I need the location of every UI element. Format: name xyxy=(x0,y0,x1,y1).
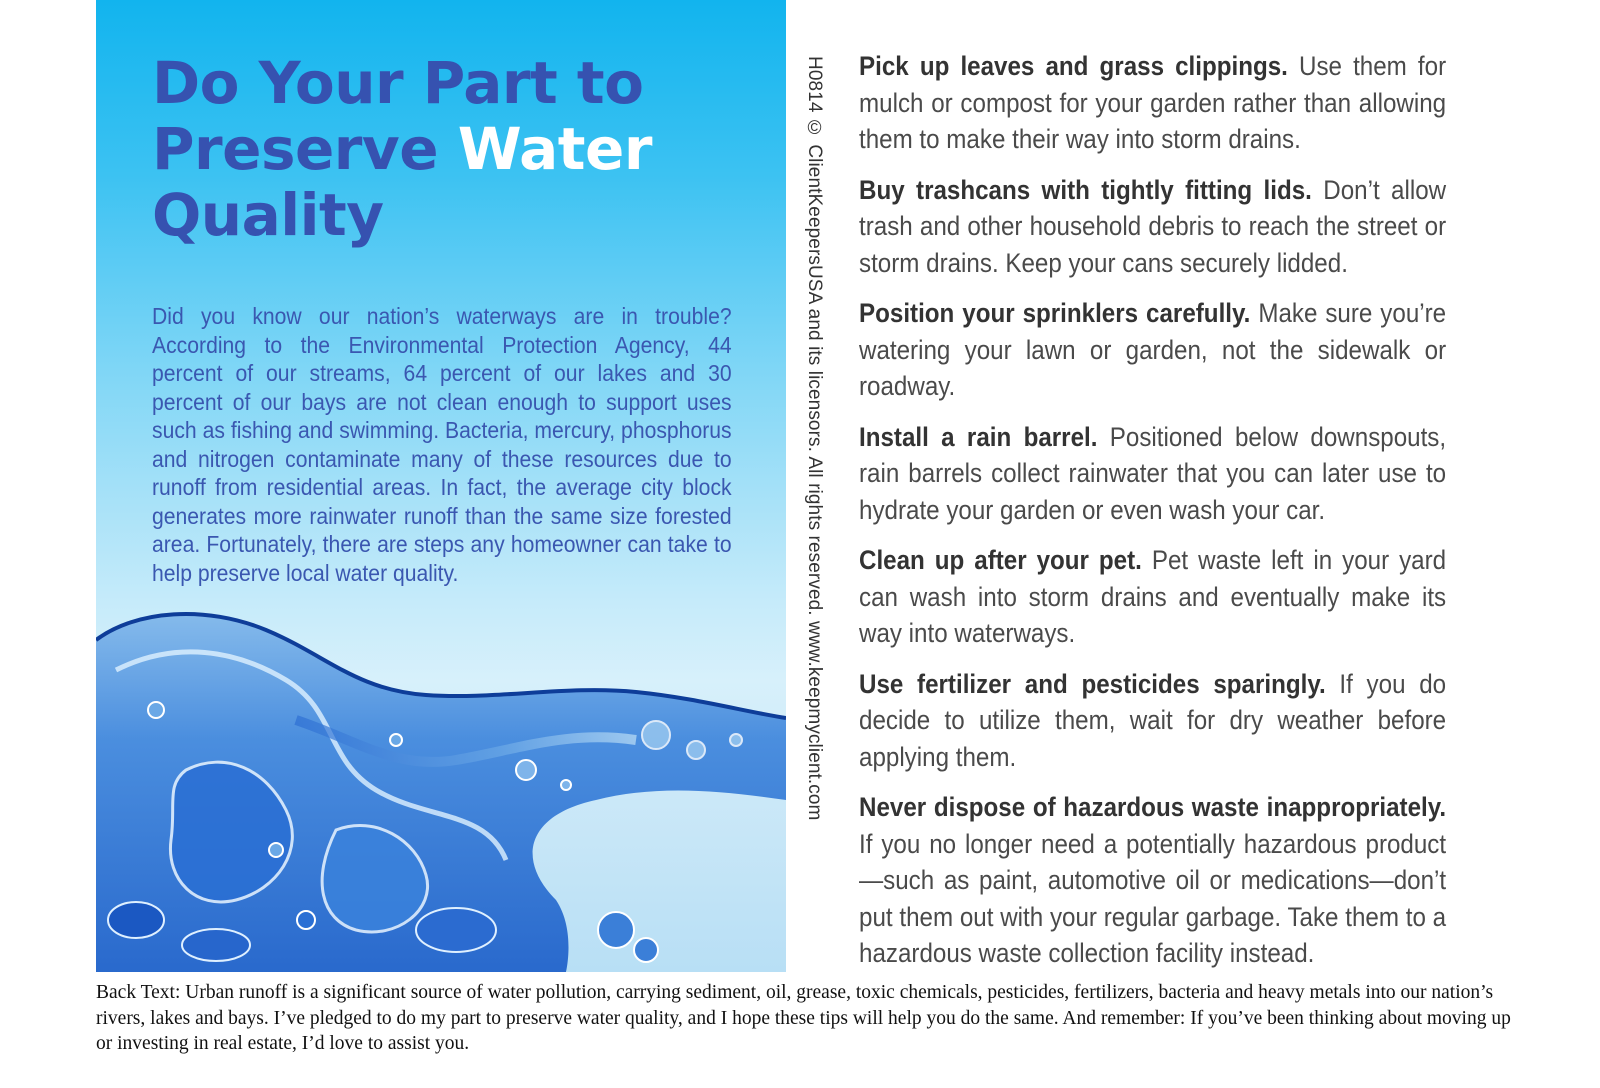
title-line-1: Do Your Part to xyxy=(152,49,644,117)
tip-title: Position your sprinklers carefully. xyxy=(859,298,1251,328)
intro-paragraph: Did you know our nation’s waterways are in trouble? According to the Environmental Protection Agency, 44 percent of our streams, 64 percent of our lakes and 30 percent of our bays are not clean enough to support uses such as fishing and swimming. Bacteria, mercury, phosphorus and nitrogen contaminate many of these resources due to runoff from residential areas. In fact, the average city block generates more rainwater runoff than the same size forested area. Fortunately, there are steps any homeowner can take to help preserve local water quality. xyxy=(152,303,732,586)
tip-item xyxy=(859,542,1446,652)
tip-body: Pet waste left in your yard can wash into storm drains and eventually make its way into waterways. xyxy=(859,545,1447,648)
tip-item xyxy=(859,419,1446,529)
tips-list xyxy=(859,48,1446,986)
tip-body: If you do decide to utilize them, wait for dry weather before applying them. xyxy=(859,668,1447,772)
tip-item xyxy=(859,295,1446,405)
title-line-2: Preserve xyxy=(152,115,458,183)
tip-body: If you no longer need a potentially hazardous product—such as paint, automotive oil or medications—don’t put them out with your regular garbage. Take them to a hazardous waste collection facility instead. xyxy=(859,828,1447,968)
water-splash-image xyxy=(96,600,786,972)
title-highlight: Water xyxy=(457,115,652,183)
tip-item xyxy=(859,666,1446,776)
water-photo-panel xyxy=(96,0,786,972)
tip-title: Clean up after your pet. xyxy=(859,545,1142,575)
tip-title: Install a rain barrel. xyxy=(859,421,1098,452)
tip-title: Pick up leaves and grass clippings. xyxy=(859,51,1288,81)
copyright-notice: H0814 © ClientKeepersUSA and its licensors. All rights reserved. www.keepmyclient.com xyxy=(804,56,825,821)
page-title xyxy=(152,50,652,248)
tip-item xyxy=(859,48,1446,158)
tip-title: Never dispose of hazardous waste inappropriately. xyxy=(859,792,1447,822)
tip-body: Make sure you’re watering your lawn or garden, not the sidewalk or roadway. xyxy=(859,298,1447,401)
tip-item xyxy=(859,172,1446,282)
tip-body: Don’t allow trash and other household debris to reach the street or storm drains. Keep your cans securely lidded. xyxy=(859,174,1447,278)
tip-body: Positioned below downspouts, rain barrels collect rainwater that you can later use to hydrate your garden or even wash your car. xyxy=(859,421,1447,525)
tip-title: Use fertilizer and pesticides sparingly. xyxy=(859,668,1326,699)
tip-body: Use them for mulch or compost for your garden rather than allowing them to make their way into storm drains. xyxy=(859,51,1447,154)
tip-item xyxy=(859,789,1446,972)
title-line-3: Quality xyxy=(152,181,384,249)
tip-title: Buy trashcans with tightly fitting lids. xyxy=(859,174,1312,205)
back-text: Back Text: Urban runoff is a significant source of water pollution, carrying sediment, oil, grease, toxic chemicals, pesticides, fertilizers, bacteria and heavy metals into our nation’s rivers, lakes and bays. I’ve pledged to do my part to preserve water quality, and I hope these tips will help you do the same. And remember: If you’ve been thinking about moving up or investing in real estate, I’d love to assist you. xyxy=(96,982,1511,1054)
